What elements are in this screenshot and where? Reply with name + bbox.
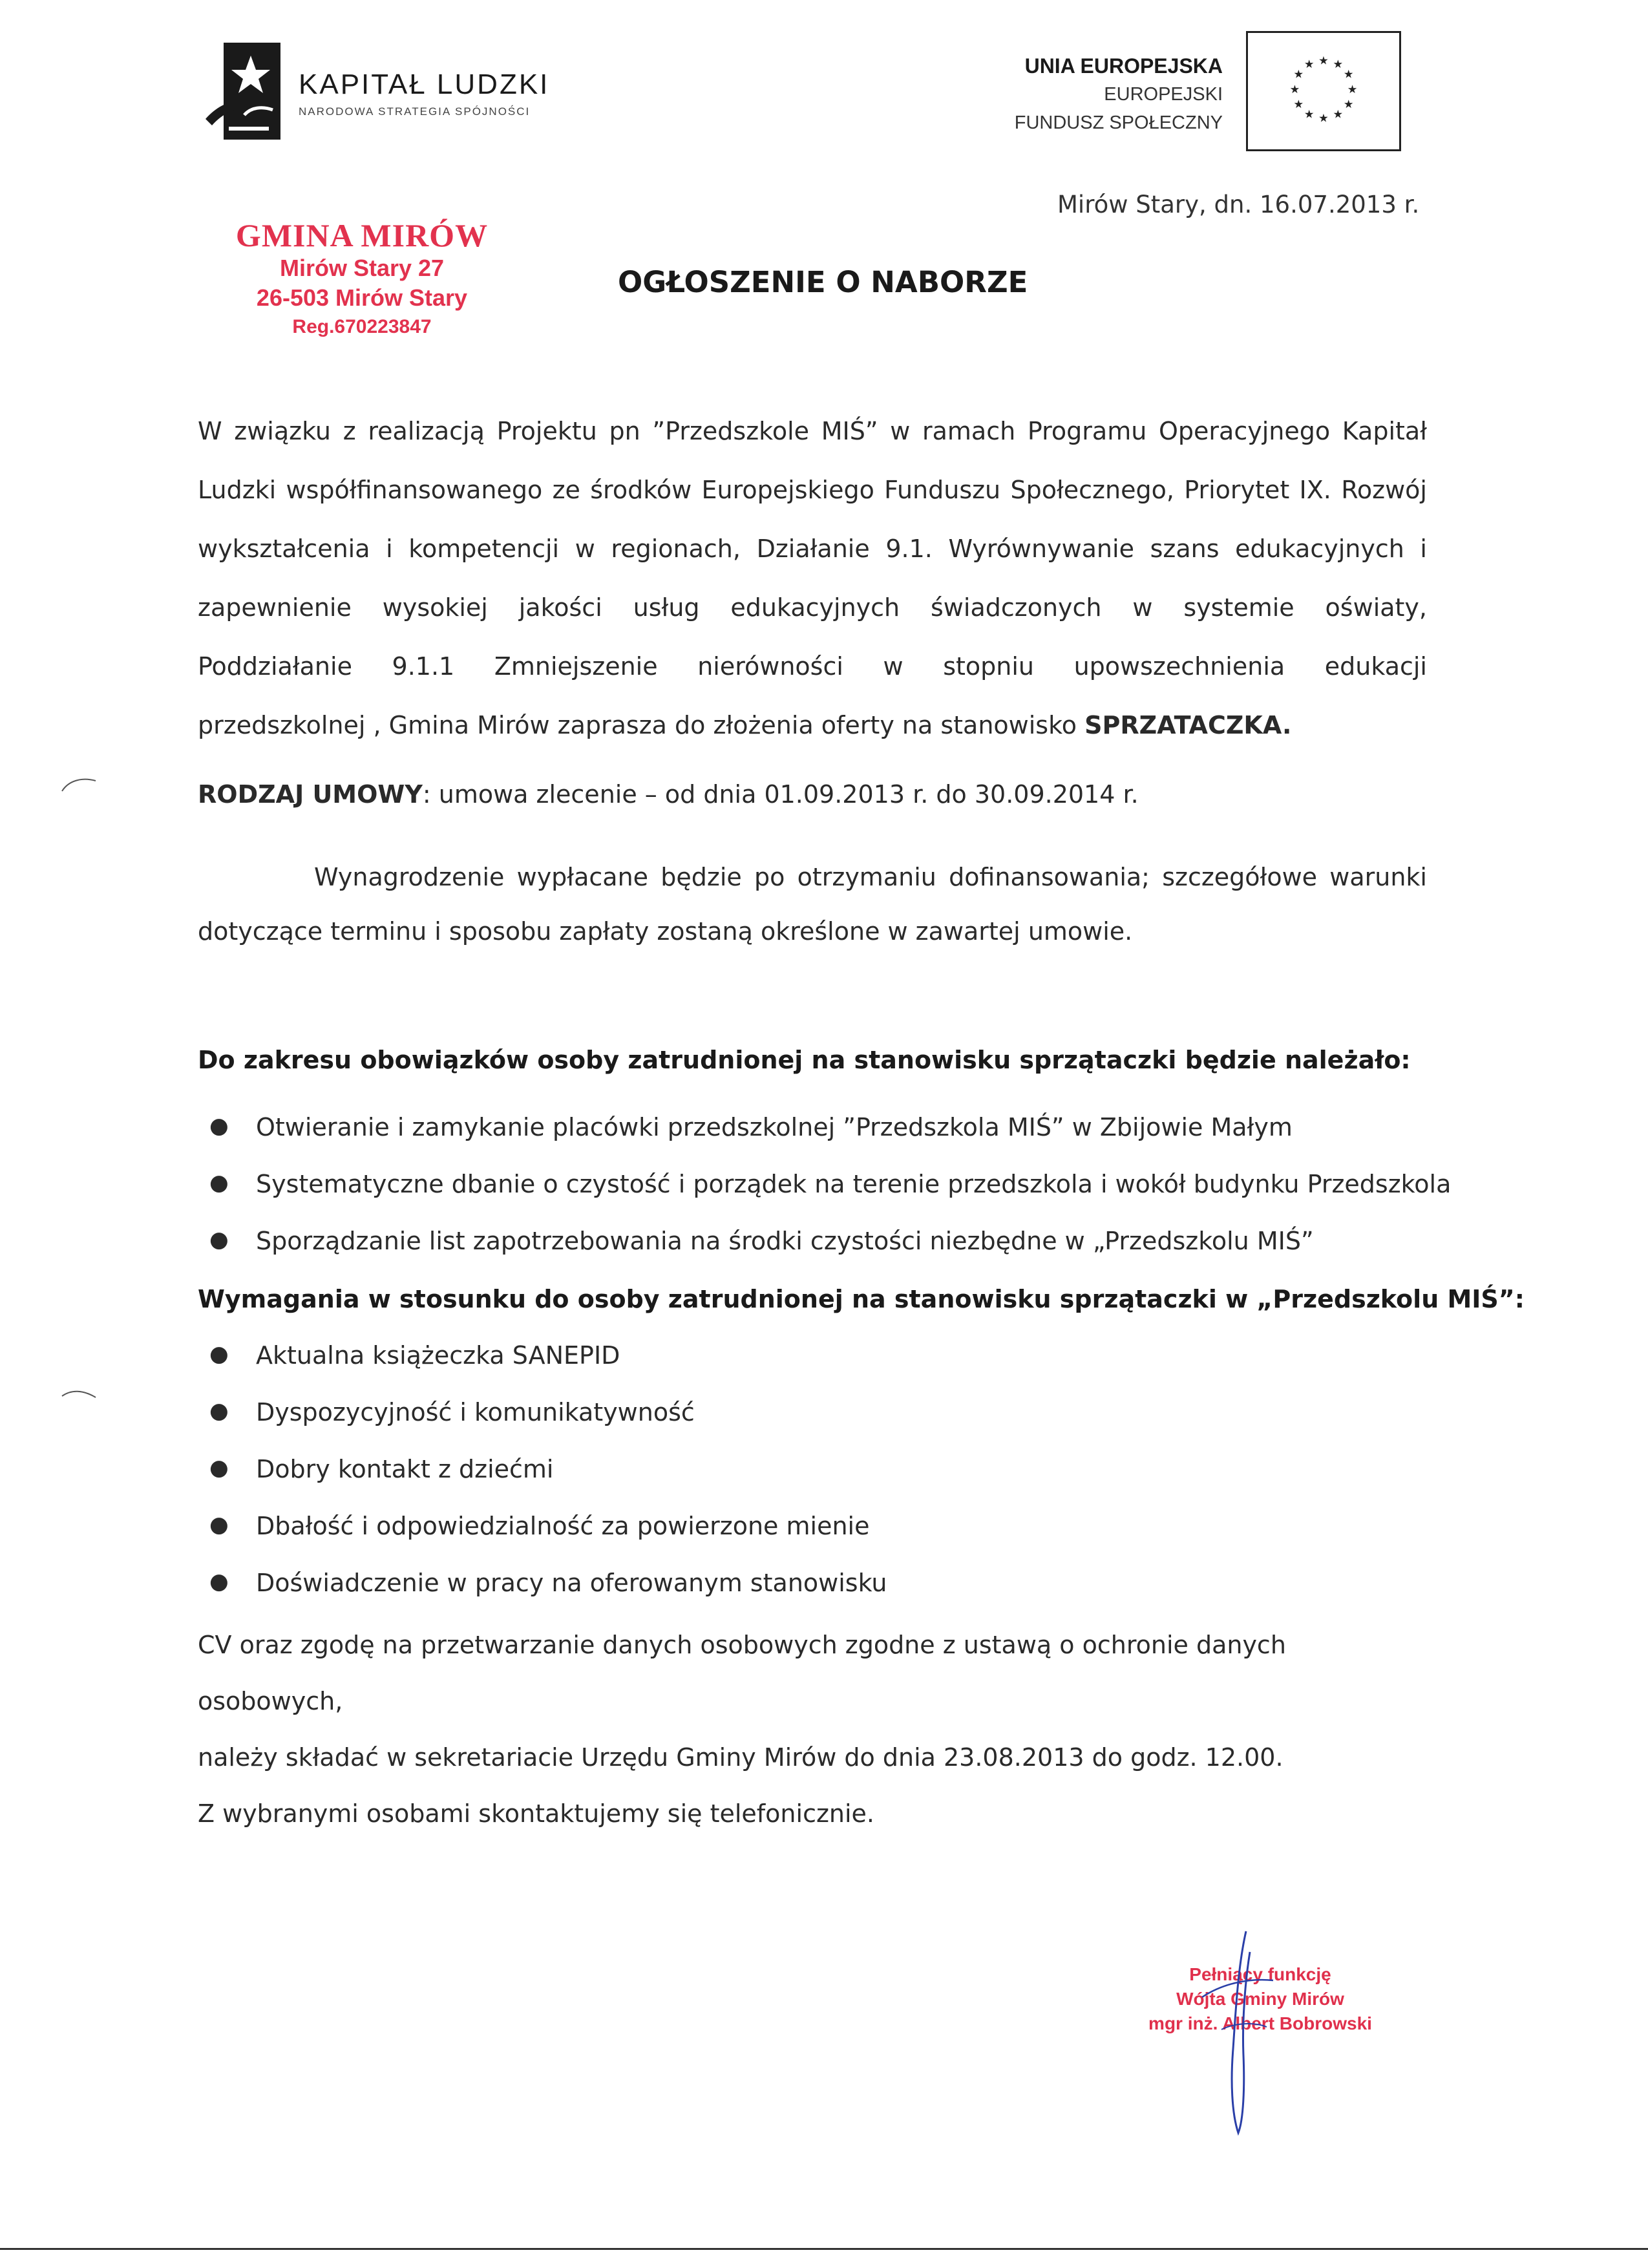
contract-label: RODZAJ UMOWY [198,780,423,809]
svg-text:★: ★ [1333,108,1344,122]
list-item [206,1398,887,1455]
intro-last-line [198,696,1427,755]
requirement-text: Dobry kontakt z dziećmi [256,1455,554,1483]
bullet-icon: ● [209,1398,229,1424]
list-item [206,1227,1451,1284]
list-item [206,1512,887,1569]
signature-line-3: mgr inż. Albert Bobrowski [1148,2013,1372,2033]
duty-text: Systematyczne dbanie o czystość i porządek na terenie przedszkola i wokół budynku Przedszkola [256,1170,1452,1198]
bullet-icon: ● [209,1341,229,1367]
svg-text:★: ★ [1293,98,1304,112]
stamp-address-1: Mirów Stary 27 [279,255,445,281]
contract-value: : umowa zlecenie – od dnia 01.09.2013 r. do 30.09.2014 r. [422,780,1139,809]
intro-line: Poddziałanie 9.1.1 Zmniejszenie nierówności w stopniu upowszechnienia edukacji [198,652,1427,681]
signature-stamp [1092,1926,1428,2139]
kapital-ludzki-logo-icon [206,43,280,140]
payment-paragraph: Wynagrodzenie wypłacane będzie po otrzymaniu dofinansowania; szczegółowe warunki dotyczące terminu i sposobu zapłaty zostaną określone w zawartej umowie. [198,863,1427,946]
stamp-address-2: 26-503 Mirów Stary [256,284,468,311]
requirement-text: Doświadczenie w pracy na oferowanym stanowisku [256,1569,887,1597]
requirement-text: Aktualna książeczka SANEPID [256,1341,620,1370]
margin-mark-icon [59,774,98,794]
svg-text:★: ★ [1304,108,1315,122]
signature-line-2: Wójta Gminy Mirów [1176,1989,1344,2009]
kapital-ludzki-subtitle: NARODOWA STRATEGIA SPÓJNOŚCI [299,105,531,118]
closing-line: należy składać w sekretariacie Urzędu Gminy Mirów do dnia 23.08.2013 do godz. 12.00. [198,1743,1284,1772]
position-name: SPRZATACZKA. [1084,711,1292,739]
eu-fund-label [1015,52,1223,137]
svg-text:★: ★ [1343,68,1354,81]
duty-text: Sporządzanie list zapotrzebowania na środki czystości niezbędne w „Przedszkolu MIŚ” [256,1227,1314,1255]
bullet-icon: ● [209,1455,229,1481]
bottom-rule [0,2248,1648,2250]
svg-text:★: ★ [1304,58,1315,72]
requirement-text: Dyspozycyjność i komunikatywność [256,1398,695,1426]
svg-text:★: ★ [1293,68,1304,81]
duties-list [206,1113,1451,1284]
svg-text:★: ★ [1289,83,1300,96]
document-date: Mirów Stary, dn. 16.07.2013 r. [1057,191,1420,218]
contract-type [198,773,1139,816]
requirement-text: Dbałość i odpowiedzialność za powierzone mienie [256,1512,870,1540]
handwritten-signature-icon [1092,1926,1428,2139]
svg-text:★: ★ [1333,58,1344,72]
bullet-icon: ● [209,1512,229,1538]
intro-line: zapewnienie wysokiej jakości usług edukacyjnych świadczonych w systemie oświaty, [198,593,1427,622]
stamp-title: GMINA MIRÓW [235,217,489,253]
bullet-icon: ● [209,1569,229,1595]
list-item [206,1455,887,1512]
signature-line-1: Pełniący funkcję [1189,1964,1331,1984]
closing-paragraph [198,1617,1427,1842]
requirements-heading: Wymagania w stosunku do osoby zatrudnionej na stanowisku sprzątaczki w „Przedszkolu MIŚ”: [198,1285,1525,1313]
list-item [206,1170,1451,1227]
svg-text:★: ★ [1347,83,1358,96]
intro-paragraph [198,402,1427,755]
gmina-stamp [213,217,511,341]
svg-text:★: ★ [1318,112,1329,125]
list-item [206,1113,1451,1170]
intro-last-text: przedszkolnej , Gmina Mirów zaprasza do złożenia oferty na stanowisko [198,711,1085,739]
margin-mark-icon [59,1384,98,1404]
intro-line: wykształcenia i kompetencji w regionach, Działanie 9.1. Wyrównywanie szans edukacyjnych i [198,535,1427,563]
bullet-icon: ● [209,1170,229,1196]
eu-line-2: EUROPEJSKI [1104,84,1223,105]
closing-line: Z wybranymi osobami skontaktujemy się telefonicznie. [198,1799,875,1828]
duty-text: Otwieranie i zamykanie placówki przedszkolnej ”Przedszkola MIŚ” w Zbijowie Małym [256,1113,1293,1141]
eu-line-1: UNIA EUROPEJSKA [1024,54,1223,78]
list-item [206,1341,887,1398]
eu-line-3: FUNDUSZ SPOŁECZNY [1014,112,1223,133]
svg-text:★: ★ [1318,54,1329,68]
bullet-icon: ● [209,1227,229,1253]
bullet-icon: ● [209,1113,229,1139]
stamp-reg: Reg.670223847 [292,316,432,337]
duties-heading: Do zakresu obowiązków osoby zatrudnionej na stanowisku sprzątaczki będzie należało: [198,1046,1411,1074]
document-title: OGŁOSZENIE O NABORZE [618,265,1028,299]
intro-line: W związku z realizacją Projektu pn ”Przedszkole MIŚ” w ramach Programu Operacyjnego Kapitał [198,417,1427,445]
eu-flag-icon [1246,31,1401,151]
closing-line: CV oraz zgodę na przetwarzanie danych osobowych zgodne z ustawą o ochronie danych osobowych, [198,1631,1286,1715]
intro-line: Ludzki współfinansowanego ze środków Europejskiego Funduszu Społecznego, Priorytet IX. Rozwój [198,476,1427,504]
kapital-ludzki-title: KAPITAŁ LUDZKI [299,69,550,100]
requirements-list [206,1341,887,1626]
svg-text:★: ★ [1343,98,1354,112]
